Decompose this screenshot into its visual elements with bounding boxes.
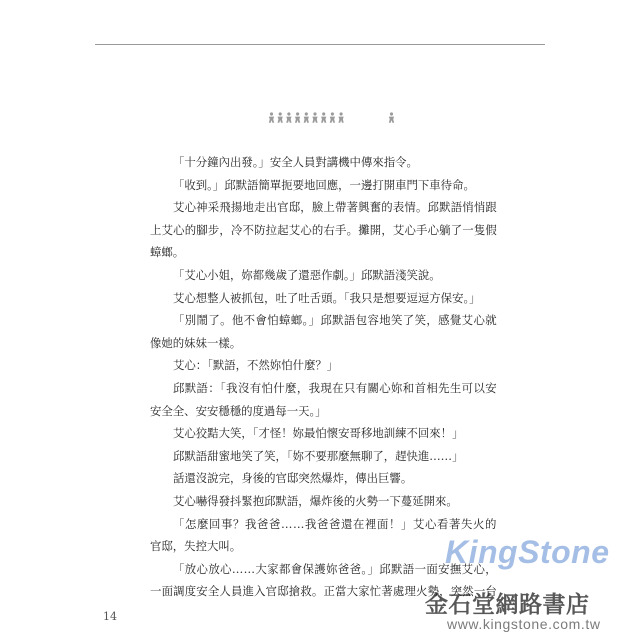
text-line [150, 400, 497, 423]
watermark-store-name: 金石堂網路書店 [425, 592, 590, 618]
text-line-content: 安全全、安安穩穩的度過每一天。」 [150, 403, 327, 418]
text-line-content: 「別鬧了。他不會怕蟑螂。」邱默語包容地笑了笑，感覺艾心就 [173, 313, 497, 328]
ornament-figure-icon [389, 112, 394, 122]
text-line-content: 「放心放心……大家都會保護妳爸爸。」邱默語一面安撫艾心， [173, 561, 497, 576]
text-line [150, 264, 497, 287]
text-line-content: 蟑螂。 [150, 245, 185, 260]
text-line [150, 332, 497, 355]
text-line [150, 241, 497, 264]
watermark-brand: KingStone [445, 534, 610, 570]
text-line-content: 邱默語甜蜜地笑了笑，「妳不要那麼無聊了，趕快進……」 [173, 448, 464, 463]
ornament-figure-icon [295, 112, 300, 122]
text-line-content: 上艾心的腳步，冷不防拉起艾心的右手。攤開，艾心手心躺了一隻假 [150, 222, 497, 237]
text-line [150, 513, 497, 536]
header-rule [95, 44, 545, 45]
text-line-content: 一面調度安全人員進入官邸搶救。正當大家忙著處理火勢，突然一台 [150, 584, 497, 599]
text-line [150, 377, 497, 400]
text-line-content: 艾心狡黠大笑，「才怪！妳最怕懷安哥移地訓練不回來！」 [173, 426, 464, 441]
ornament-figure-icon [269, 112, 274, 122]
text-line-content: 「收到。」邱默語簡單扼要地回應，一邊打開車門下車待命。 [173, 177, 475, 192]
watermark-url: www.kingstone.com.tw [447, 616, 601, 632]
ornament-figure-icon [304, 112, 309, 122]
text-line [150, 151, 497, 174]
ornament-figure-icon [286, 112, 291, 122]
text-line-content: 官邸，失控大叫。 [150, 539, 242, 554]
text-line [150, 174, 497, 197]
text-line [150, 445, 497, 468]
text-line [150, 287, 497, 310]
text-line [150, 219, 497, 242]
text-line-content: 艾心想整人被抓包，吐了吐舌頭。「我只是想要逗逗方保安。」 [173, 290, 481, 305]
text-line-content: 像她的妹妹一樣。 [150, 335, 242, 350]
text-line [150, 467, 497, 490]
ornament-figure-icon [321, 112, 326, 122]
ornament-figure-icon [278, 112, 283, 122]
page-number: 14 [103, 610, 117, 623]
ornament-figure-icon [330, 112, 335, 122]
ornament-figures [262, 108, 402, 128]
text-line-content: 艾心神采飛揚地走出官邸，臉上帶著興奮的表情。邱默語悄悄跟 [173, 200, 497, 215]
text-line-content: 話還沒說完，身後的官邸突然爆炸，傳出巨響。 [173, 471, 413, 486]
text-line [150, 309, 497, 332]
text-line-content: 艾心嚇得發抖緊抱邱默語，爆炸後的火勢一下蔓延開來。 [173, 493, 458, 508]
text-line [150, 490, 497, 513]
ornament-figure-icon [312, 112, 317, 122]
text-line-content: 邱默語：「我沒有怕什麼，我現在只有關心妳和首相先生可以安 [173, 380, 497, 395]
text-line-content: 艾心：「默語，不然妳怕什麼？」 [173, 358, 339, 373]
text-line [150, 422, 497, 445]
text-line-content: 「艾心小姐，妳都幾歲了還惡作劇。」邱默語淺笑說。 [173, 267, 441, 282]
text-line-content: 「怎麼回事？我爸爸……我爸爸還在裡面！」艾心看著失火的 [173, 516, 497, 531]
text-line [150, 354, 497, 377]
text-line-content: 「十分鐘內出發。」安全人員對講機中傳來指令。 [173, 155, 418, 169]
text-line [150, 196, 497, 219]
ornament-figure-icon [338, 112, 343, 122]
